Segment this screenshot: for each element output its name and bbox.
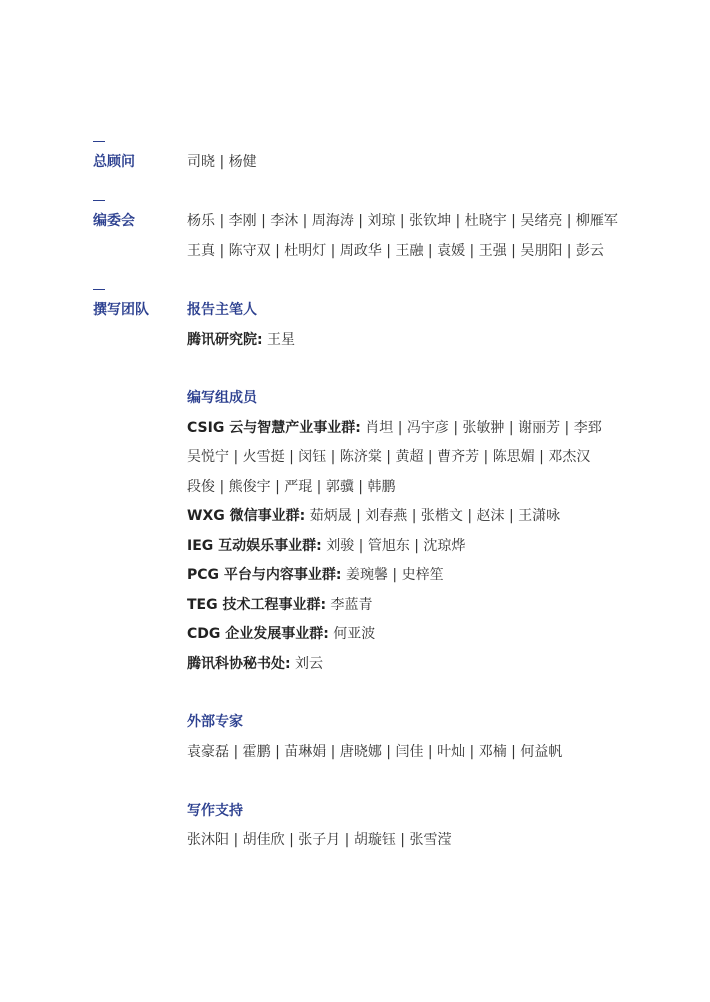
lead-author-heading: 报告主笔人 <box>187 302 257 318</box>
ieg-line <box>187 536 465 556</box>
org-name: IEG 互动娱乐事业群: <box>187 538 322 554</box>
support-names: 张沐阳 | 胡佳欣 | 张子月 | 胡璇钰 | 张雪滢 <box>187 832 452 848</box>
org-name: 腾讯科协秘书处: <box>187 656 291 672</box>
experts-names: 袁豪磊 | 霍鹏 | 苗琳娟 | 唐晓娜 | 闫佳 | 叶灿 | 邓楠 | 何益帆 <box>187 744 563 760</box>
person-names: 李蓝青 <box>326 597 373 613</box>
writing-team-label: 撰写团队 <box>93 302 149 318</box>
committee-label: 编委会 <box>93 213 135 229</box>
teg-line <box>187 595 373 615</box>
person-names: 肖坦 | 冯宇彦 | 张敏翀 | 谢丽芳 | 李郅 <box>360 420 602 436</box>
person-names: 茹炳晟 | 刘春燕 | 张楷文 | 赵沫 | 王潇咏 <box>305 508 561 524</box>
lead-author-line <box>187 330 295 350</box>
members-heading: 编写组成员 <box>187 390 257 406</box>
wxg-line <box>187 506 560 526</box>
org-name: TEG 技术工程事业群: <box>187 597 327 613</box>
org-name: 腾讯研究院: <box>187 332 263 348</box>
person-names: 姜琬馨 | 史梓笙 <box>341 567 444 583</box>
csig-line-2: 吴悦宁 | 火雪挺 | 闵钰 | 陈济棠 | 黄超 | 曹齐芳 | 陈思媚 | 邓杰汉 <box>187 449 591 465</box>
org-name: CSIG 云与智慧产业事业群: <box>187 420 361 436</box>
section-divider <box>93 141 105 142</box>
org-name: CDG 企业发展事业群: <box>187 626 329 642</box>
person-names: 刘云 <box>290 656 324 672</box>
support-heading: 写作支持 <box>187 803 243 819</box>
committee-names-line-2: 王真 | 陈守双 | 杜明灯 | 周政华 | 王融 | 袁媛 | 王强 | 吴朋阳 | 彭云 <box>187 243 604 259</box>
advisor-label: 总顾问 <box>93 154 135 170</box>
person-names: 王星 <box>262 332 296 348</box>
advisor-names: 司晓 | 杨健 <box>187 154 257 170</box>
experts-heading: 外部专家 <box>187 714 243 730</box>
section-divider <box>93 289 105 290</box>
person-names: 何亚波 <box>328 626 376 642</box>
org-name: PCG 平台与内容事业群: <box>187 567 342 583</box>
csig-line-3: 段俊 | 熊俊宇 | 严琨 | 郭骥 | 韩鹏 <box>187 479 396 495</box>
cdg-line <box>187 624 375 644</box>
pcg-line <box>187 565 444 585</box>
tsta-line <box>187 654 323 674</box>
section-divider <box>93 200 105 201</box>
person-names: 刘骏 | 管旭东 | 沈琼烨 <box>321 538 466 554</box>
committee-names-line-1: 杨乐 | 李刚 | 李沐 | 周海涛 | 刘琼 | 张钦坤 | 杜晓宇 | 吴绪亮 | 柳雁军 <box>187 213 618 229</box>
csig-line-1 <box>187 418 602 438</box>
org-name: WXG 微信事业群: <box>187 508 306 524</box>
